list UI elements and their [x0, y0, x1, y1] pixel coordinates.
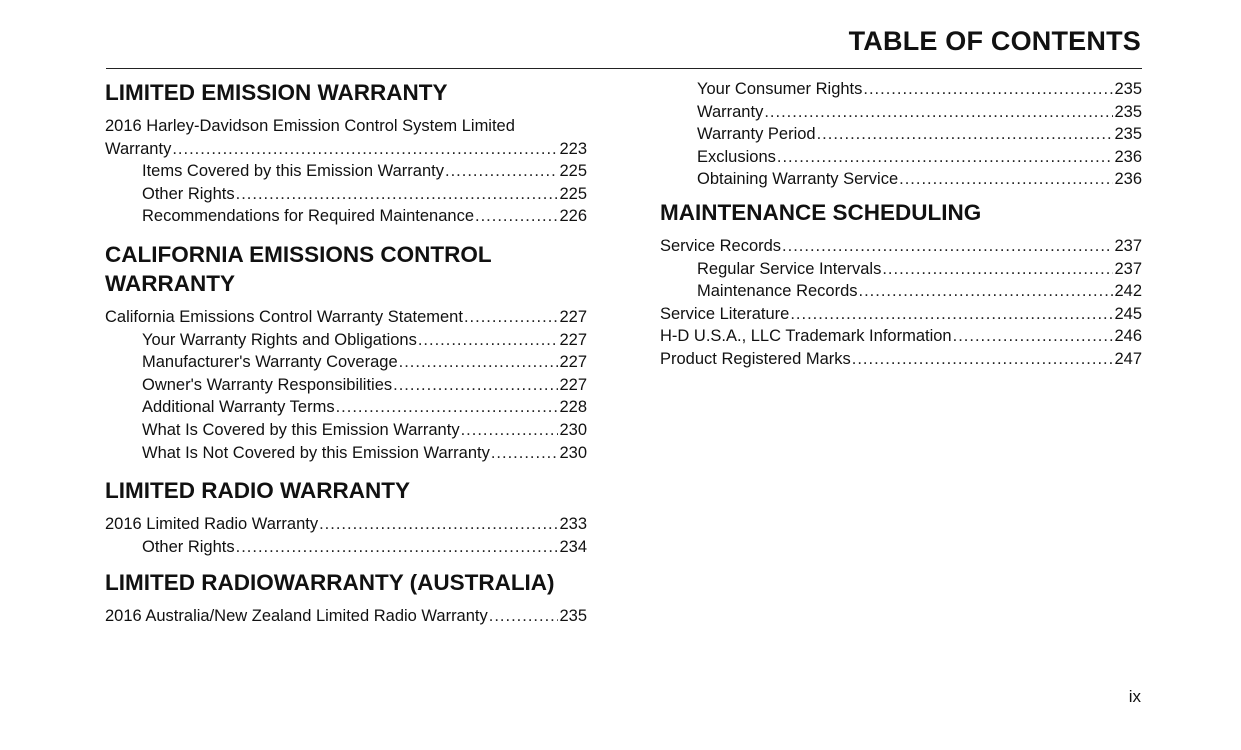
section-limited-emission-warranty: [105, 78, 587, 228]
toc-entry[interactable]: [660, 303, 1142, 326]
toc-right-column: [660, 78, 1142, 373]
toc-entry[interactable]: [660, 168, 1142, 191]
toc-entry[interactable]: [660, 146, 1142, 169]
toc-entry-page: 235: [1114, 102, 1142, 121]
section-california-emissions-control-warranty: [105, 240, 587, 464]
toc-entry-title: Regular Service Intervals: [697, 259, 882, 278]
toc-entry-title: 2016 Australia/New Zealand Limited Radio Warranty: [105, 607, 488, 626]
dot-leader: [859, 280, 1114, 303]
toc-entry[interactable]: [660, 78, 1142, 101]
dot-leader: [852, 348, 1114, 371]
toc-entry-title: What Is Covered by this Emission Warranty: [142, 420, 460, 439]
toc-entry-title: Additional Warranty Terms: [142, 398, 335, 417]
dot-leader: [172, 138, 558, 161]
toc-entry-title: Warranty: [105, 139, 172, 158]
toc-entry-page: 227: [559, 353, 587, 372]
dot-leader: [445, 160, 558, 183]
toc-entry[interactable]: [105, 351, 587, 374]
dot-leader: [777, 146, 1114, 169]
section-heading: LIMITED RADIO WARRANTY: [105, 478, 410, 504]
toc-entry-title: H-D U.S.A., LLC Trademark Information: [660, 327, 952, 346]
dot-leader: [953, 325, 1114, 348]
toc-entry-page: 242: [1114, 282, 1142, 301]
toc-entry[interactable]: [105, 513, 587, 536]
toc-entry[interactable]: [105, 160, 587, 183]
toc-entry[interactable]: [660, 101, 1142, 124]
section-heading: MAINTENANCE SCHEDULING: [660, 199, 982, 225]
toc-entry-title: Exclusions: [697, 147, 776, 166]
toc-entry-page: 246: [1114, 327, 1142, 346]
section-heading: [105, 240, 587, 298]
toc-entry-page: 237: [1114, 259, 1142, 278]
toc-entry-title: Manufacturer's Warranty Coverage: [142, 353, 398, 372]
toc-entry-page: 230: [559, 443, 587, 462]
toc-entry-title: Owner's Warranty Responsibilities: [142, 375, 393, 394]
toc-entry[interactable]: [105, 329, 587, 352]
toc-entry[interactable]: [105, 442, 587, 465]
section-limited-radio-warranty: [105, 476, 587, 558]
toc-entry-title: Other Rights: [142, 184, 235, 203]
dot-leader: [418, 329, 559, 352]
toc-entry-page: 226: [559, 207, 587, 226]
section-heading-line: WARRANTY: [105, 270, 235, 296]
toc-entry-page: 245: [1114, 304, 1142, 323]
section-australia-continued: [660, 78, 1142, 191]
dot-leader: [461, 419, 559, 442]
section-limited-radio-warranty-australia: [105, 568, 587, 628]
toc-entry-page: 228: [559, 398, 587, 417]
toc-entry-page: 235: [559, 607, 587, 626]
dot-leader: [464, 306, 559, 329]
toc-entry[interactable]: [105, 205, 587, 228]
toc-entry[interactable]: [105, 138, 587, 161]
toc-entry-page: 236: [1114, 170, 1142, 189]
toc-entry-page: 227: [559, 375, 587, 394]
toc-entry-page: 230: [559, 420, 587, 439]
toc-entry-title: Product Registered Marks: [660, 349, 851, 368]
dot-leader: [236, 183, 559, 206]
toc-entry-title: Your Warranty Rights and Obligations: [142, 330, 417, 349]
toc-entry[interactable]: [105, 183, 587, 206]
toc-entry-page: 223: [559, 139, 587, 158]
dot-leader: [863, 78, 1113, 101]
toc-entry-title: 2016 Limited Radio Warranty: [105, 515, 319, 534]
toc-entry-title: Recommendations for Required Maintenance: [142, 207, 475, 226]
toc-entry[interactable]: [105, 306, 587, 329]
toc-entry[interactable]: [105, 396, 587, 419]
page-title: TABLE OF CONTENTS: [848, 26, 1141, 56]
toc-entry-page: 234: [559, 537, 587, 556]
toc-entry[interactable]: [105, 605, 587, 628]
toc-entry-title: What Is Not Covered by this Emission Warranty: [142, 443, 490, 462]
toc-entry-title: Warranty Period: [697, 125, 816, 144]
toc-entry[interactable]: [660, 235, 1142, 258]
toc-entry-page: 247: [1114, 349, 1142, 368]
toc-entry[interactable]: [105, 374, 587, 397]
section-maintenance-scheduling: [660, 198, 1142, 371]
toc-entry-title: Obtaining Warranty Service: [697, 170, 899, 189]
toc-entry-page: 233: [559, 515, 587, 534]
dot-leader: [236, 536, 559, 559]
dot-leader: [489, 605, 559, 628]
toc-entry-title-line: 2016 Harley-Davidson Emission Control System Limited: [105, 117, 515, 135]
dot-leader: [393, 374, 558, 397]
toc-entry-page: 225: [559, 184, 587, 203]
dot-leader: [336, 396, 559, 419]
toc-entry[interactable]: [660, 325, 1142, 348]
toc-entry-title: Service Records: [660, 236, 782, 255]
toc-entry-page: 236: [1114, 147, 1142, 166]
toc-entry-page: 227: [559, 330, 587, 349]
dot-leader: [475, 205, 558, 228]
toc-entry-page: 227: [559, 307, 587, 326]
toc-entry-title: Service Literature: [660, 304, 790, 323]
toc-entry[interactable]: [660, 280, 1142, 303]
header-rule: [106, 68, 1142, 69]
dot-leader: [882, 258, 1113, 281]
toc-entry-page: 225: [559, 162, 587, 181]
toc-left-column: [105, 78, 587, 630]
dot-leader: [764, 101, 1113, 124]
toc-entry-page: 237: [1114, 236, 1142, 255]
dot-leader: [399, 351, 559, 374]
toc-entry-title: Warranty: [697, 102, 764, 121]
toc-entry-title: Your Consumer Rights: [697, 80, 863, 98]
dot-leader: [319, 513, 558, 536]
toc-entry[interactable]: [660, 123, 1142, 146]
toc-entry-page: 235: [1114, 125, 1142, 144]
toc-entry[interactable]: [105, 536, 587, 559]
toc-entry-title: California Emissions Control Warranty Statement: [105, 307, 463, 326]
dot-leader: [782, 235, 1113, 258]
toc-entry-page: 235: [1114, 80, 1142, 98]
dot-leader: [899, 168, 1113, 191]
toc-entry[interactable]: [660, 348, 1142, 371]
dot-leader: [491, 442, 559, 465]
toc-entry-title: Items Covered by this Emission Warranty: [142, 162, 444, 181]
dot-leader: [817, 123, 1114, 146]
dot-leader: [790, 303, 1113, 326]
section-heading: LIMITED EMISSION WARRANTY: [105, 80, 448, 105]
toc-entry-title: Maintenance Records: [697, 282, 858, 301]
section-heading: LIMITED RADIOWARRANTY (AUSTRALIA): [105, 570, 555, 596]
toc-entry[interactable]: [105, 419, 587, 442]
page-number: ix: [1128, 687, 1141, 706]
section-heading-line: CALIFORNIA EMISSIONS CONTROL: [105, 241, 492, 267]
toc-entry[interactable]: [660, 258, 1142, 281]
toc-entry-title: Other Rights: [142, 537, 235, 556]
